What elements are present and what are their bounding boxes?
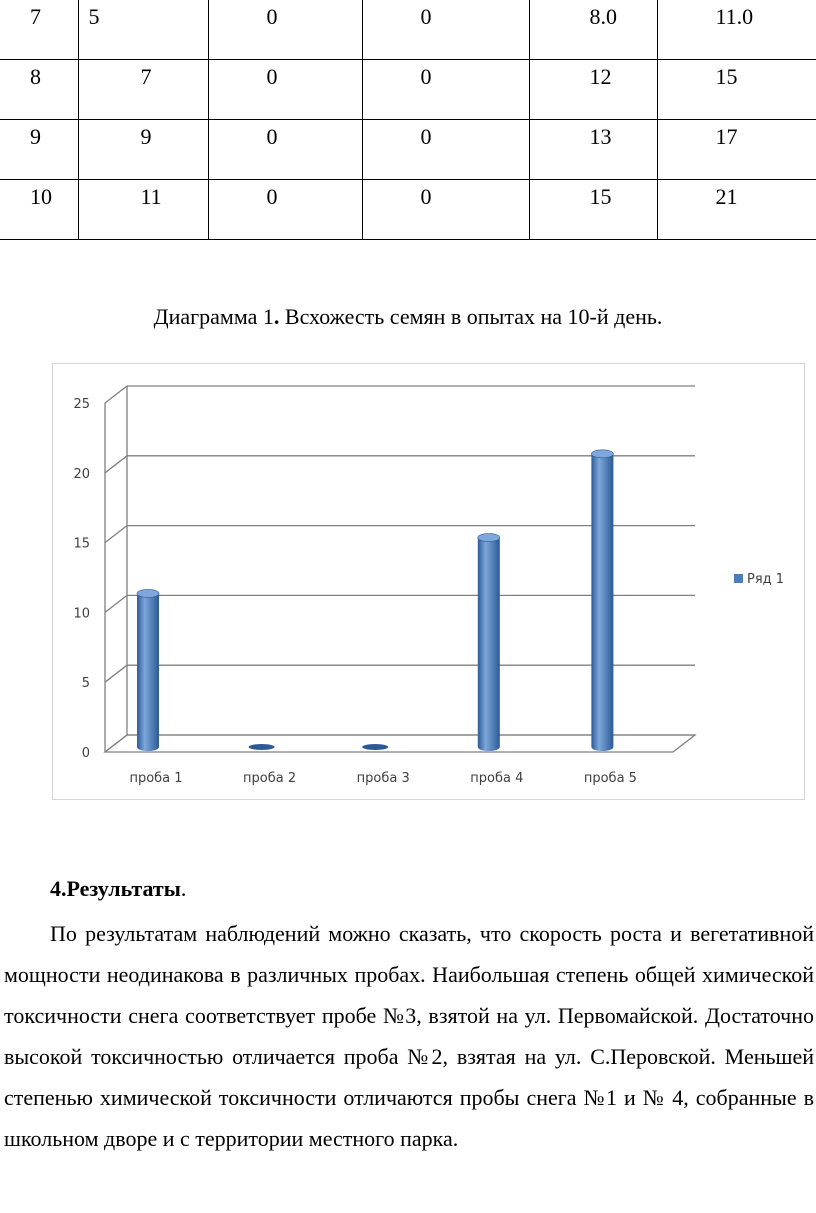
cell-value: 0 (420, 184, 432, 209)
table-row (0, 0, 816, 60)
y-tick-label: 15 (73, 536, 90, 552)
data-table (0, 0, 816, 240)
cell-value: 0 (266, 4, 278, 29)
caption-prefix: Диаграмма 1 (153, 304, 274, 329)
cell-value: 15 (589, 184, 612, 209)
table-cell (362, 60, 529, 120)
bar (478, 534, 500, 751)
bar-top (478, 534, 500, 542)
cell-value: 21 (715, 184, 738, 209)
table-cell (362, 120, 529, 180)
legend-swatch (734, 574, 743, 583)
table-cell (657, 60, 816, 120)
gridline-side (105, 526, 127, 543)
results-text: По результатам наблюдений можно сказать, что скорость роста и вегетативной мощности неодинакова в различных пробах. Наибольшая степень общей химической токсичности снега соответствует пробе №3, взятой на ул. Первомайской. Достаточно высокой токсичностью отличается проба №2, взятая на ул. С.Перовской. Меньшей степенью химической токсичности отличаются пробы снега №1 и № 4, собранные в школьном дворе и с территории местного парка. (4, 921, 814, 1151)
y-tick-label: 0 (81, 746, 90, 761)
gridline-side (105, 456, 127, 473)
table-cell (208, 120, 362, 180)
bar (591, 450, 613, 751)
table-cell (0, 120, 78, 180)
bar (137, 589, 159, 751)
table-cell (208, 60, 362, 120)
table-row (0, 180, 816, 240)
table-cell (529, 0, 657, 60)
x-tick-label: проба 2 (243, 771, 297, 786)
bar-top (137, 589, 159, 597)
cell-value: 9 (30, 124, 41, 149)
table-cell (657, 180, 816, 240)
cell-value: 0 (266, 184, 278, 209)
section-heading: 4.Результаты (50, 876, 181, 901)
table-cell (362, 180, 529, 240)
bar-top (591, 450, 613, 458)
section-title (50, 876, 186, 902)
cell-value: 0 (420, 124, 432, 149)
table-cell (529, 60, 657, 120)
y-tick-label: 5 (81, 676, 90, 692)
x-tick-label: проба 5 (583, 771, 637, 786)
bar-chart (52, 363, 805, 800)
table-cell (78, 180, 208, 240)
gridline-side (105, 665, 127, 682)
legend-label: Ряд 1 (747, 572, 785, 587)
section-dot: . (180, 876, 187, 901)
cell-value: 10 (30, 184, 52, 209)
cell-value: 8 (30, 64, 41, 89)
cell-value: 0 (266, 64, 278, 89)
caption-dot: . (273, 304, 280, 329)
cell-value: 9 (140, 124, 152, 149)
table-cell (78, 60, 208, 120)
table-cell (208, 0, 362, 60)
y-tick-label: 25 (73, 397, 90, 412)
table-cell (657, 120, 816, 180)
cell-value: 11 (140, 184, 162, 209)
gridline-side (105, 595, 127, 612)
results-paragraph (4, 913, 814, 1159)
bar-top (249, 744, 275, 750)
gridline-side (105, 386, 127, 403)
cell-value: 0 (420, 4, 432, 29)
cell-value: 0 (420, 64, 432, 89)
cell-value: 15 (715, 64, 738, 89)
x-tick-label: проба 1 (129, 771, 183, 786)
bar-body (137, 593, 159, 751)
cell-value: 13 (589, 124, 612, 149)
cell-value: 0 (266, 124, 278, 149)
table-cell (208, 180, 362, 240)
table-cell (0, 180, 78, 240)
bar (249, 744, 275, 750)
cell-value: 11.0 (715, 4, 754, 29)
bar-body (478, 538, 500, 751)
x-tick-label: проба 4 (470, 771, 524, 786)
cell-value: 12 (589, 64, 612, 89)
y-tick-label: 10 (73, 606, 90, 622)
table-cell (362, 0, 529, 60)
table-row (0, 60, 816, 120)
table-cell (78, 0, 208, 60)
cell-value: 5 (88, 4, 100, 29)
table-cell (529, 120, 657, 180)
table-cell (529, 180, 657, 240)
y-tick-label: 20 (73, 466, 90, 482)
cell-value: 8.0 (589, 4, 617, 29)
table-cell (657, 0, 816, 60)
bar-top (362, 744, 388, 750)
cell-value: 7 (140, 64, 152, 89)
bar-body (591, 454, 613, 751)
cell-value: 7 (30, 4, 41, 29)
cell-value: 17 (715, 124, 738, 149)
chart-caption (0, 304, 816, 330)
table-cell (78, 120, 208, 180)
caption-text: Всхожесть семян в опытах на 10-й день. (279, 304, 663, 329)
table-cell (0, 0, 78, 60)
bar (362, 744, 388, 750)
table-cell (0, 60, 78, 120)
table-row (0, 120, 816, 180)
x-tick-label: проба 3 (356, 771, 410, 786)
